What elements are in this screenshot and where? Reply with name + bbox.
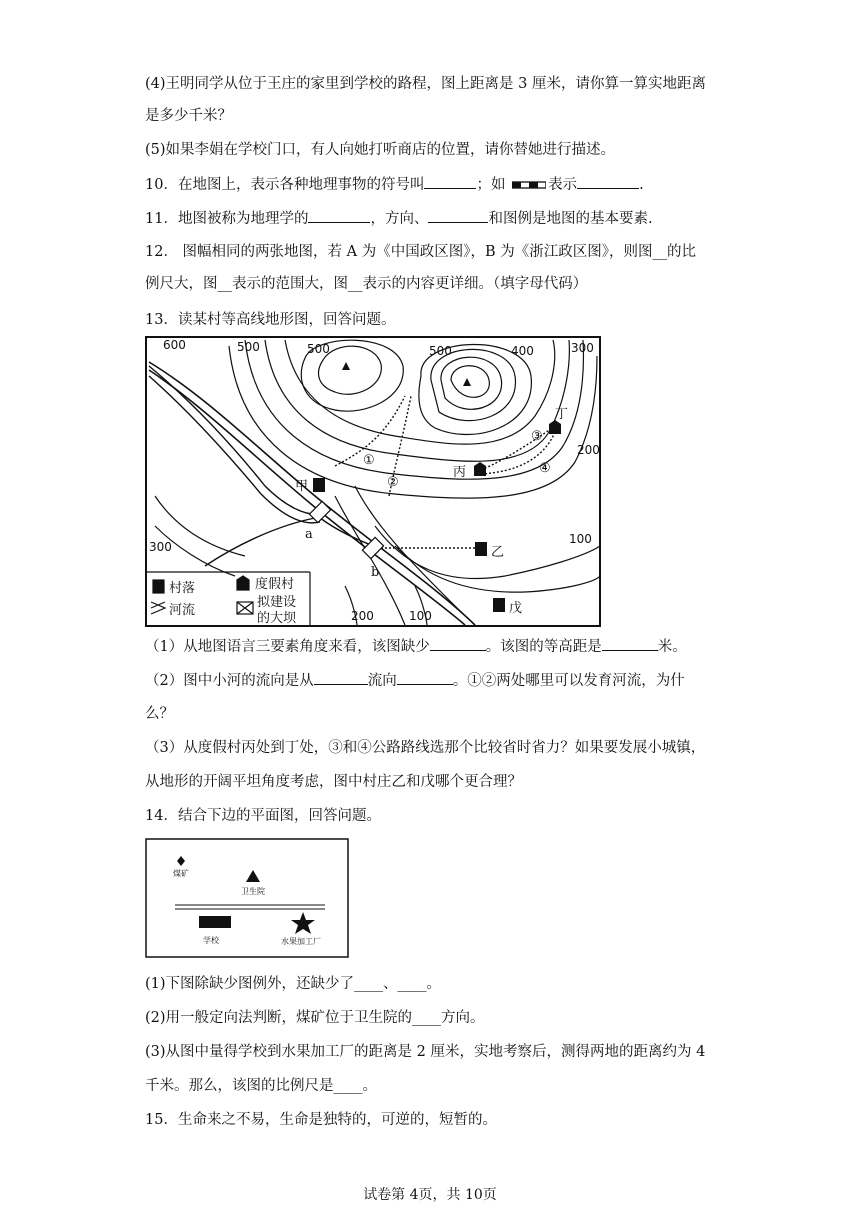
q13-part2-post: 。①②两处哪里可以发育河流，为什 [452,673,685,689]
contour-label: 500 [307,342,330,356]
q11-blank-2 [428,208,488,223]
q9-part5: (5)如果李娟在学校门口，有人向她打听商店的位置，请你替她进行描述。 [145,142,616,158]
q10-text-post: 表示 [548,177,578,193]
plan-map [145,838,349,958]
q12-line1: 12． 图幅相同的两张地图，若 A 为《中国政区图》，B 为《浙江政区图》，则图__的比 [145,244,697,260]
contour-label: 400 [511,344,534,358]
page-footer: 试卷第 4页，共 10页 [363,1187,497,1203]
q9-part4-line2: 是多少千米？ [145,108,232,124]
q13-part1 [145,636,687,657]
q13-part2-blank-1 [314,670,368,685]
plan-label-factory: 水果加工厂 [281,937,321,946]
contour-label: 500 [429,344,452,358]
q13-part3-line2: 从地形的开阔平坦角度考虑，图中村庄乙和戊哪个更合理？ [145,774,522,790]
q13-part2 [145,670,685,691]
contour-label: 600 [163,338,186,352]
q13-part3-line1: （3）从度假村丙处到丁处，③和④公路路线选那个比较省时省力？如果要发展小城镇， [145,740,706,756]
q11-text-mid: ，方向、 [370,211,429,227]
q10-text-mid: ；如 [476,177,506,193]
map-label-a: a [305,527,313,542]
contour-label: 100 [409,609,432,623]
q10-blank-1 [424,174,476,189]
route-label-1: ① [363,453,375,468]
q14-title: 14．结合下边的平面图，回答问题。 [145,808,381,824]
q13-part2-mid: 流向 [367,673,397,689]
plan-label-school: 学校 [203,936,219,945]
contour-map [145,336,601,627]
q13-part1-pre: （1）从地图语言三要素角度来看，该图缺少 [145,639,430,655]
map-label-jia: 甲 [295,479,309,494]
q14-part3-line2: 千米。那么，该图的比例尺是____。 [145,1078,377,1094]
contour-label: 300 [571,341,594,355]
q13-part2-pre: （2）图中小河的流向是从 [145,673,314,689]
plan-label-coal: 煤矿 [173,869,189,878]
q15: 15．生命来之不易，生命是独特的，可逆的，短暂的。 [145,1112,497,1128]
map-label-yi: 乙 [491,545,505,560]
legend-river: 河流 [169,603,196,618]
q14-part2: (2)用一般定向法判断，煤矿位于卫生院的____方向。 [145,1010,485,1026]
legend-dam-line1: 拟建设 [257,595,297,610]
legend-village: 村落 [169,581,196,596]
map-label-b: b [371,565,380,580]
legend-dam-line2: 的大坝 [257,611,297,626]
railway-symbol-icon [512,180,546,190]
route-label-2: ② [387,475,399,490]
map-label-ding: 丁 [555,407,569,422]
q13-part1-mid: 。该图的等高距是 [485,639,602,655]
q11-text-pre: 11．地图被称为地理学的 [145,211,309,227]
contour-label: 500 [237,340,260,354]
q14-part1: (1)下图除缺少图例外，还缺少了____、____。 [145,976,442,992]
map-label-wu: 戊 [509,601,523,616]
q9-part4-line1: (4)王明同学从位于王庄的家里到学校的路程，图上距离是 3 厘米，请你算一算实地距离 [145,76,706,92]
q13-part1-blank-2 [602,636,658,651]
q12-line2: 例尺大，图__表示的范围大，图__表示的内容更详细。（填字母代码） [145,276,588,292]
q13-part1-blank-1 [430,636,486,651]
legend-resort: 度假村 [255,577,295,592]
plan-label-clinic: 卫生院 [241,887,265,896]
q10-text-end: . [639,177,644,193]
contour-label: 200 [351,609,374,623]
route-label-4: ④ [539,461,551,476]
contour-label: 300 [149,540,172,554]
q13-title: 13．读某村等高线地形图，回答问题。 [145,312,396,328]
q10-text-pre: 10．在地图上，表示各种地理事物的符号叫 [145,177,425,193]
q13-part2-blank-2 [397,670,453,685]
contour-label: 100 [569,532,592,546]
q13-part1-post: 米。 [657,639,687,655]
map-label-bing: 丙 [453,465,467,480]
q11-blank-1 [308,208,370,223]
q13-part2-line2: 么？ [145,706,174,722]
route-label-3: ③ [531,429,543,444]
q11 [145,208,653,229]
q10-blank-2 [577,174,639,189]
q14-part3-line1: (3)从图中量得学校到水果加工厂的距离是 2 厘米，实地考察后，测得两地的距离约为 4 [145,1044,706,1060]
contour-label: 200 [577,443,600,457]
q10 [145,174,644,195]
q11-text-post: 和图例是地图的基本要素. [488,211,653,227]
